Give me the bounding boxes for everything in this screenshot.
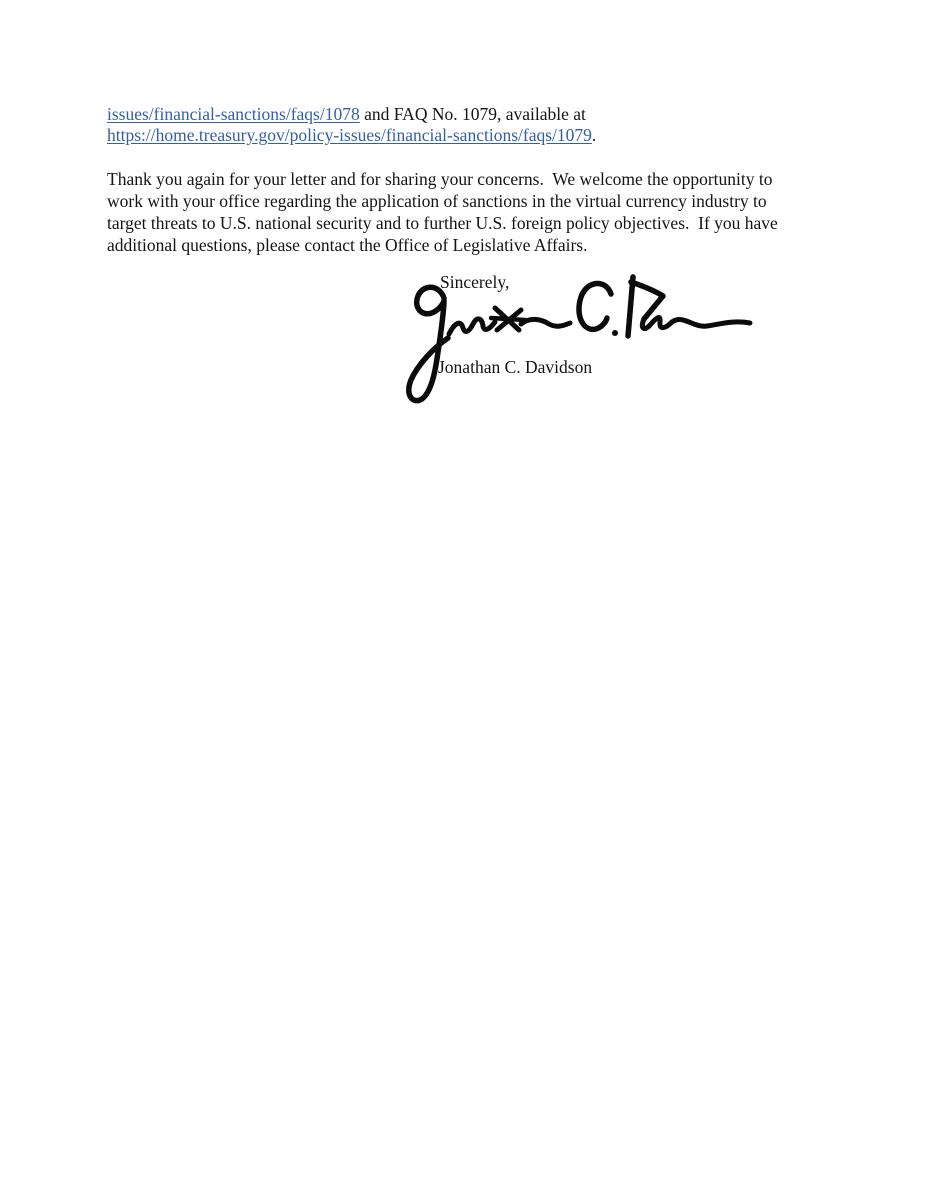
- paragraph-line: target threats to U.S. national security and to further U.S. foreign policy objectives. If you have: [107, 213, 778, 234]
- signature-image: [403, 272, 755, 412]
- link-line-2: [107, 124, 596, 146]
- faq-1078-link[interactable]: issues/financial-sanctions/faqs/1078: [107, 104, 360, 124]
- link-line-2-plain-text: .: [591, 125, 597, 145]
- link-line-1: [107, 103, 586, 125]
- closing-paragraph: [107, 168, 778, 256]
- salutation-text: Sincerely,: [440, 272, 510, 292]
- typed-signer-name: Jonathan C. Davidson: [438, 357, 593, 377]
- paragraph-line: work with your office regarding the application of sanctions in the virtual currency industry to: [107, 191, 767, 212]
- paragraph-line: additional questions, please contact the Office of Legislative Affairs.: [107, 235, 588, 256]
- link-line-1-plain-text: and FAQ No. 1079, available at: [359, 104, 586, 124]
- paragraph-line: Thank you again for your letter and for sharing your concerns. We welcome the opportunity to: [107, 169, 773, 189]
- faq-1079-link[interactable]: https://home.treasury.gov/policy-issues/financial-sanctions/faqs/1079: [107, 125, 592, 145]
